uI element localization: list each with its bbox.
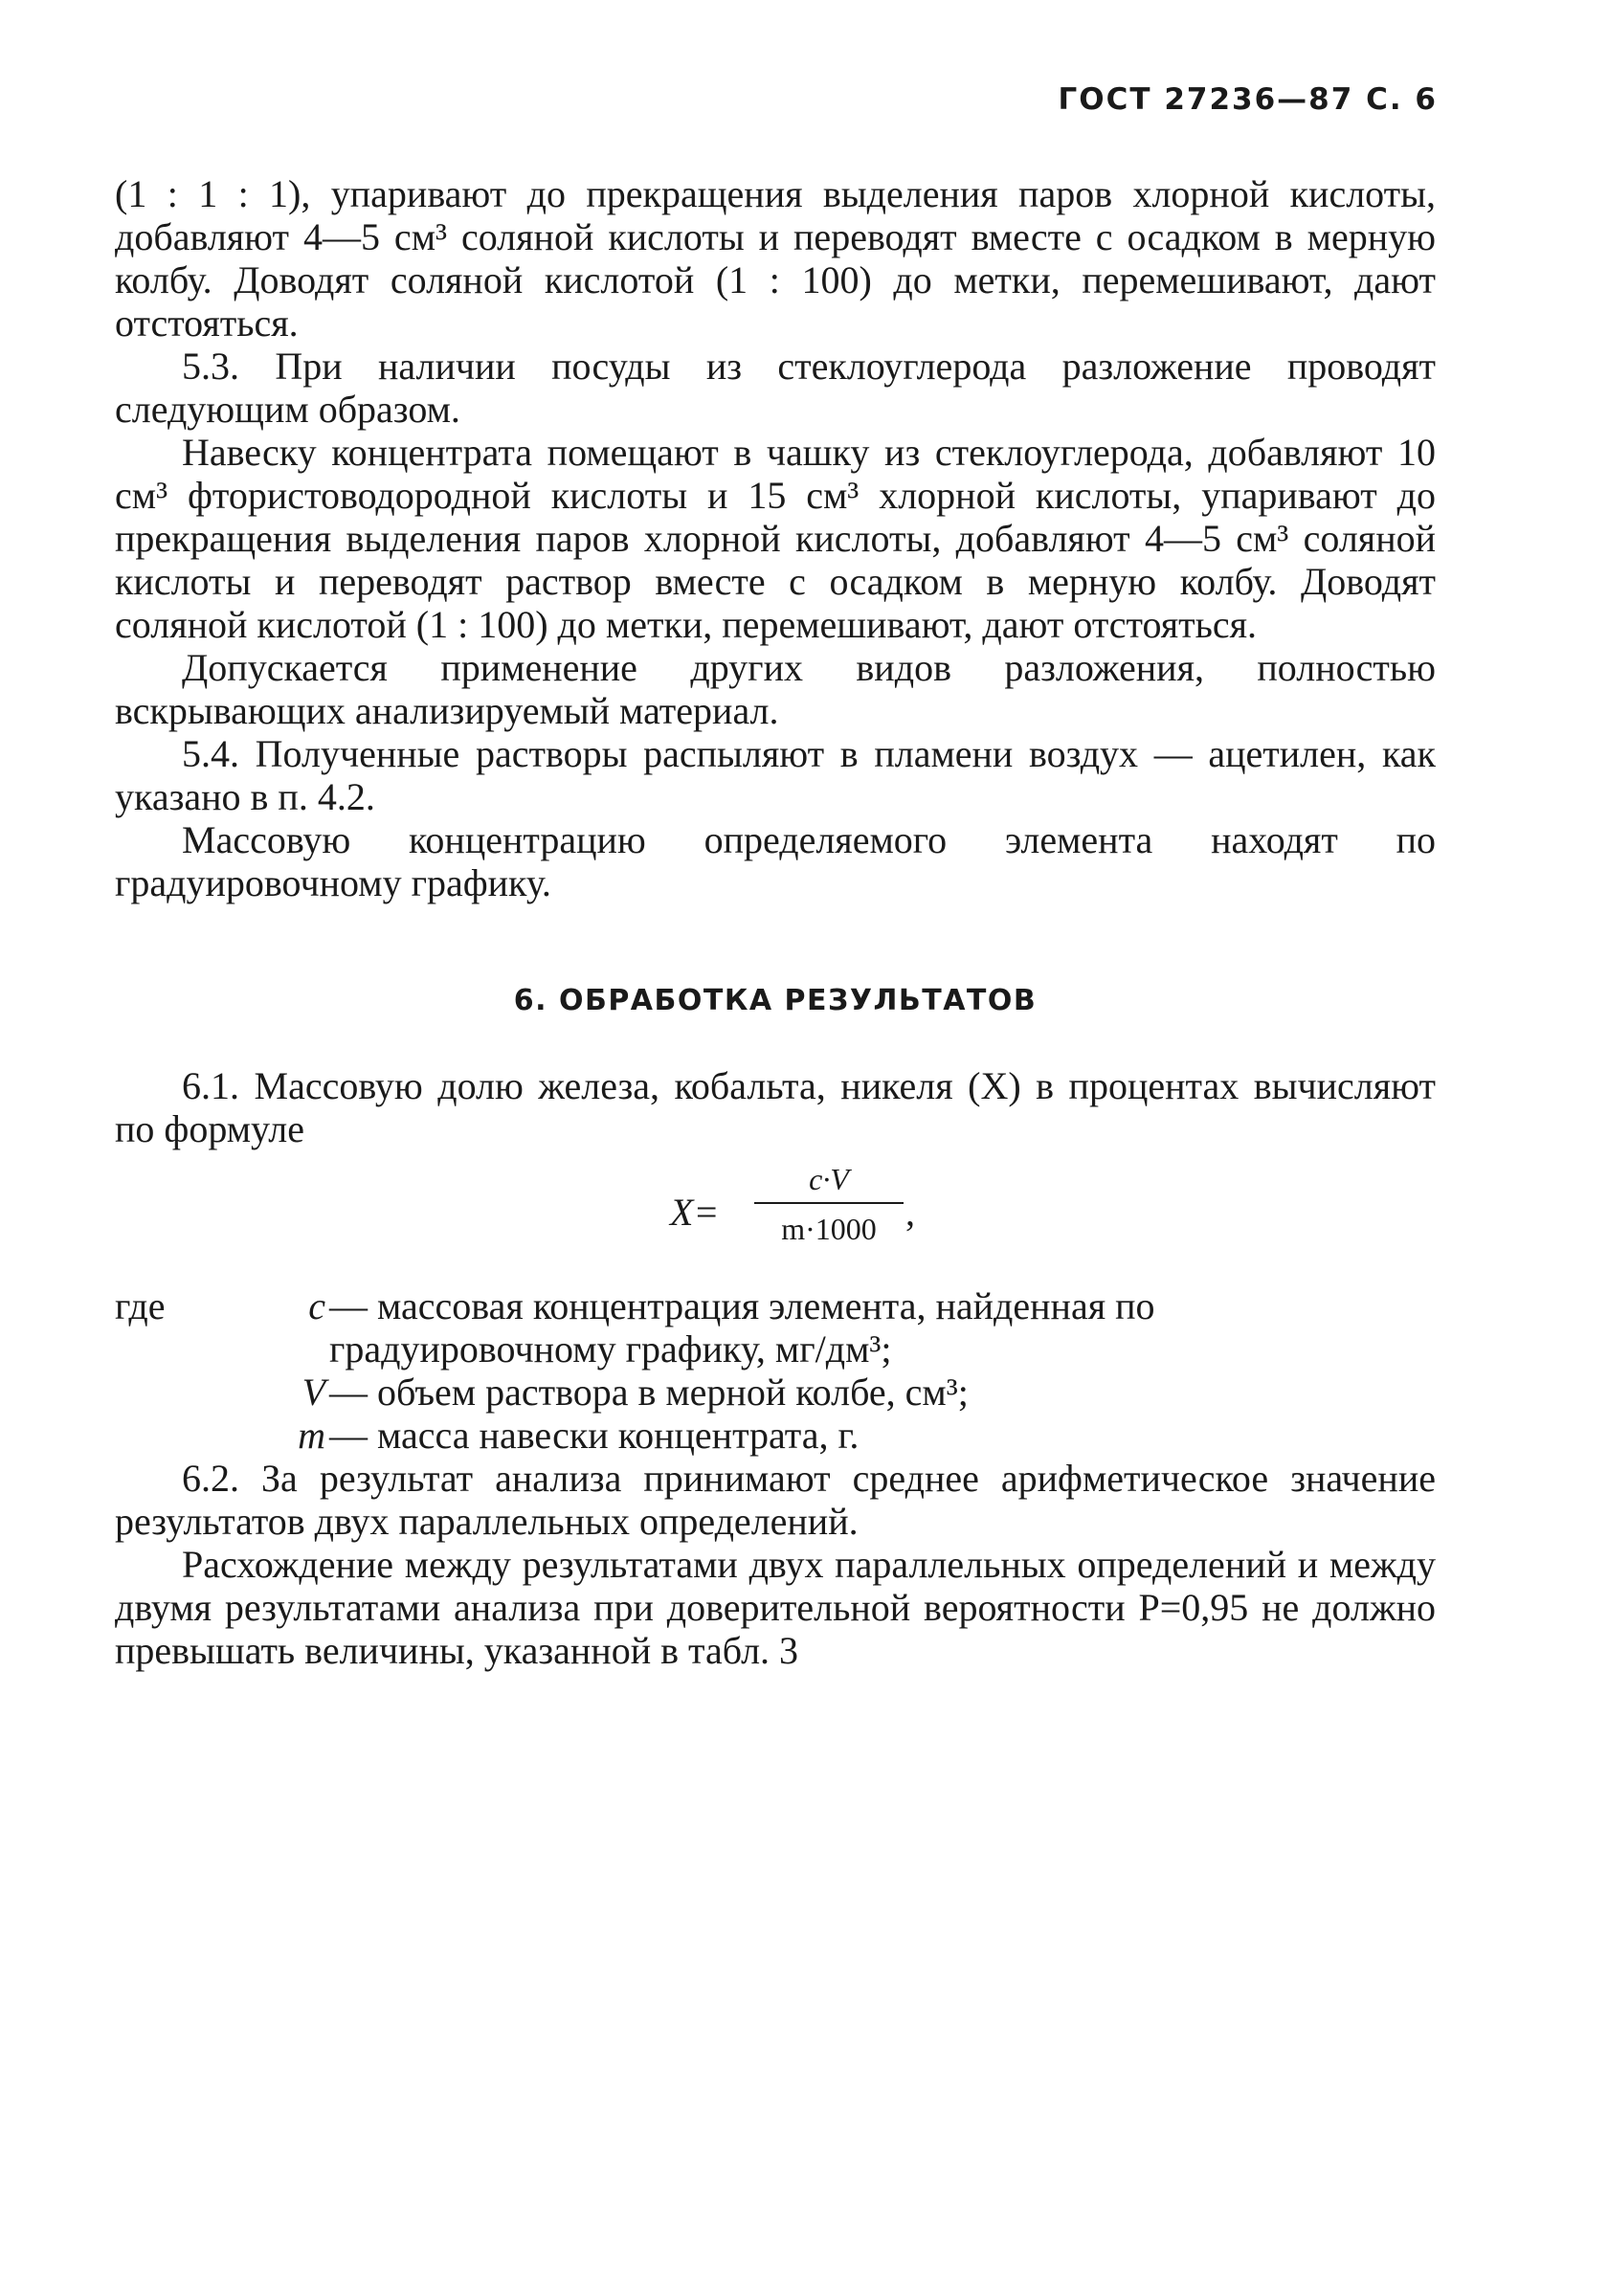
paragraph-other-methods: Допускается применение других видов разложения, полностью вскрывающих анализируемый материал.: [115, 646, 1436, 732]
definition-symbol: V: [302, 1371, 325, 1414]
definition-text: — массовая концентрация элемента, найденная по градуировочному графику, мг/дм³;: [329, 1284, 1155, 1371]
definition-row: [115, 1284, 1436, 1371]
paragraph-discrepancy: Расхождение между результатами двух параллельных определений и между двумя результатами анализа при доверительной вероятности P=0,95 не должно превышать величины, указанной в табл. 3: [115, 1543, 1436, 1672]
paragraph-5-4: 5.4. Полученные растворы распыляют в пламени воздух — ацетилен, как указано в п. 4.2.: [115, 732, 1436, 818]
definition-row: [115, 1414, 1436, 1457]
formula: [115, 1156, 1436, 1271]
paragraph-glassy-carbon: Навеску концентрата помещают в чашку из стеклоуглерода, добавляют 10 см³ фтористоводородной кислоты и 15 см³ хлорной кислоты, упаривают до прекращения выделения паров хлорной кислоты, добавляют 4—5 см³ соляной кислоты и переводят раствор вместе с осадком в мерную колбу. Доводят соляной кислотой (1 : 100) до метки, перемешивают, дают отстояться.: [115, 431, 1436, 646]
definition-row: [115, 1371, 1436, 1414]
formula-lhs: X=: [670, 1191, 720, 1234]
definition-text: — объем раствора в мерной колбе, см³;: [329, 1371, 969, 1414]
page-header: ГОСТ 27236—87 С. 6: [1058, 82, 1438, 117]
paragraph-6-1: 6.1. Массовую долю железа, кобальта, никеля (X) в процентах вычисляют по формуле: [115, 1064, 1436, 1150]
document-body: [115, 172, 1436, 1672]
definition-symbol: m: [298, 1414, 325, 1457]
variable-definitions: [115, 1284, 1436, 1457]
definition-text: — масса навески концентрата, г.: [329, 1414, 860, 1457]
formula-denominator: m·1000: [781, 1212, 877, 1246]
formula-numerator: c·V: [809, 1162, 849, 1196]
formula-comma: ,: [905, 1191, 915, 1234]
paragraph-concentration: Массовую концентрацию определяемого элемента находят по градуировочному графику.: [115, 818, 1436, 904]
paragraph-5-3: 5.3. При наличии посуды из стеклоуглерода разложение проводят следующим образом.: [115, 345, 1436, 431]
paragraph-6-2: 6.2. За результат анализа принимают среднее арифметическое значение результатов двух параллельных определений.: [115, 1457, 1436, 1543]
formula-fraction: [754, 1160, 904, 1248]
paragraph-continuation: (1 : 1 : 1), упаривают до прекращения выделения паров хлорной кислоты, добавляют 4—5 см³ соляной кислоты и переводят вместе с осадком в мерную колбу. Доводят соляной кислотой (1 : 100) до метки, перемешивают, дают отстояться.: [115, 172, 1436, 345]
definition-symbol: c: [308, 1284, 325, 1327]
where-label: где: [115, 1284, 166, 1327]
section-title: 6. ОБРАБОТКА РЕЗУЛЬТАТОВ: [513, 984, 1038, 1017]
fraction-bar: [754, 1202, 904, 1204]
